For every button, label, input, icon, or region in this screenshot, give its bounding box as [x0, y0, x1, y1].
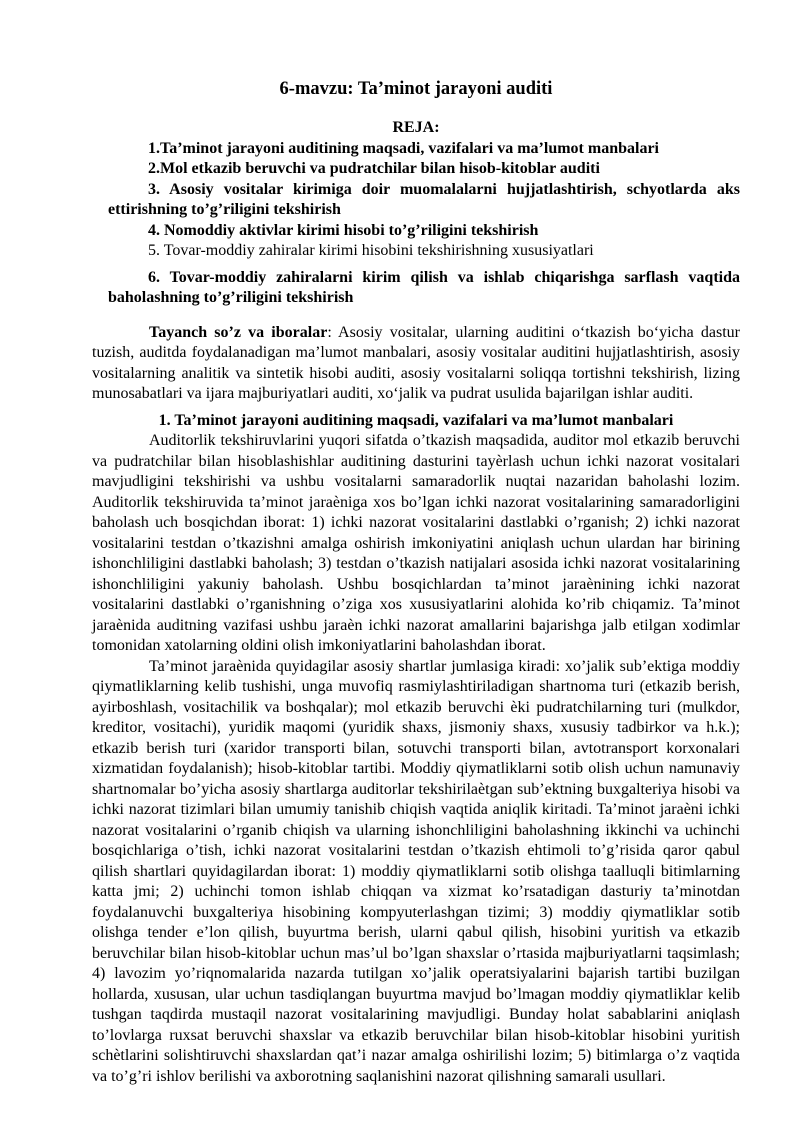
body-paragraph-1: Auditorlik tekshiruvlarini yuqori sifatda o’tkazish maqsadida, auditor mol etkazib beruvchi va pudratchilar bilan hisoblashishlar auditining dasturini tayèrlash uchun ichki nazorat vositalari mavjudligini tekshirishi va ushbu vositalarni samaradorlik nuqtai nazaridan baholashi lozim. Auditorlik tekshiruvida ta’minot jaraèniga xos bo’lgan ichki nazorat vositalarining samaradorligini baholash uch bosqichdan iborat: 1) ichki nazorat vositalarini dastlabki o’rganish; 2) ichki nazorat vositalarini testdan o’tkazishni amalga oshirish imkoniyatini aniqlash uchun ulardan har birining ishonchliligini dastlabki baholash; 3) testdan o’tkazish natijalari asosida ichki nazorat vositalarining ishonchliligini yakuniy baholash. Ushbu bosqichlardan ta’minot jaraènining ichki nazorat vositalarini dastlabki o’rganishning o’ziga xos xususiyatlarini alohida ko’rib chiqamiz. Ta’minot jaraènida auditning vazifasi ushbu jaraèn ichki nazorat amallarini bajarishga jalb etilgan xodimlar tomonidan xatolarning oldini olish imkoniyatlarini baholashdan iborat.	[92, 432, 740, 654]
plan-heading: REJA:	[392, 119, 440, 136]
keywords-paragraph	[92, 323, 740, 405]
page-title: 6-mavzu: Ta’minot jarayoni auditi	[279, 79, 553, 99]
section-heading: 1. Ta’minot jarayoni auditining maqsadi, vazifalari va ma’lumot manbalari	[158, 411, 674, 429]
plan-item-6: 6. Tovar-moddiy zahiralarni kirim qilish va ishlab chiqarishga sarflash vaqtida baholashning to’g’riligini tekshirish	[108, 268, 740, 306]
body-paragraph-2: Ta’minot jaraènida quyidagilar asosiy shartlar jumlasiga kiradi: xo’jalik sub’ektiga moddiy qiymatliklarning kelib tushishi, unga muvofiq rasmiylashtiriladigan shartnoma turi (etkazib berish, ayirboshlash, vositachilik va boshqalar); mol etkazib beruvchi èki pudratchilarning turi (mulkdor, kreditor, vositachi), yuridik maqomi (yuridik shaxs, jismoniy shaxs, xususiy tadbirkor va h.k.); etkazib berish turi (xaridor transporti bilan, sotuvchi transporti bilan, avtotransport korxonalari xizmatidan foydalanish); hisob-kitoblar tartibi. Moddiy qiymatliklarni sotib olish uchun namunaviy shartnomalar bo’yicha asosiy shartlarga auditorlar tekshirilaètgan sub’ektning buxgalteriya hisobi va ichki nazorat tizimlari bilan umumiy tanishib chiqish vaqtida aniqlik kiritadi. Ta’minot jaraèni ichki nazorat vositalarini o’rganib chiqish va ularning ishonchliligini baholashning ikkinchi va uchinchi bosqichlariga o’tish, ichki nazorat vositalarini testdan o’tkazish ehtimoli to’g’risida qaror qabul qilish shartlari quyidagilardan iborat: 1) moddiy qiymatliklarni sotib olishga taalluqli bitimlarning katta jmi; 2) uchinchi tomon ishlab chiqqan va xizmat ko’rsatadigan dasturiy ta’minotdan foydalanuvchi buxgalteriya hisobining kompyuterlashgan tizimi; 3) moddiy qiymatliklar sotib olishga tender e’lon qilish, buyurtma berish, ularni qabul qilish, hisobini yuritish va etkazib beruvchilar bilan hisob-kitoblar uchun mas’ul bo’lgan shaxslar o’rtasida majburiyatlarni taqsimlash; 4) lavozim yo’riqnomalarida nazarda tutilgan xo’jalik operatsiyalarini bajarish tartibi buzilgan hollarda, xususan, ular uchun tasdiqlangan buyurtma mavjud bo’lmagan moddiy qiymatliklar kelib tushgan taqdirda mustaqil nazorat vositalarining mavjudligi. Bunday holat sabablarini aniqlash to’lovlarga ruxsat beruvchi shaxslar va etkazib beruvchilar bilan hisob-kitoblar hisobini yuritish schètlarini solishtiruvchi shaxslardan qat’i nazar amalga oshirilishi lozim; 5) bitimlarga o’z vaqtida va to’g’ri ishlov berilishi va axborotning saqlanishini nazorat qilishning samarali usullari.	[92, 657, 740, 1085]
plan-item-2: 2.Mol etkazib beruvchi va pudratchilar bilan hisob-kitoblar auditi	[148, 160, 600, 177]
plan-item-5: 5. Tovar-moddiy zahiralar kirimi hisobini tekshirishning xususiyatlari	[148, 242, 594, 259]
keywords-text: : Asosiy vositalar, ularning auditini oʻtkazish boʻyicha dastur tuzish, auditda foydalanadigan ma’lumot manbalari, asosiy vositalar auditini hujjatlashtirish, asosiy vositalarning analitik va sintetik hisobi auditi, asosiy vositalarni soliqqa tortishni tekshirish, lizing munosabatlari va ijara majburiyatlari auditi, xoʻjalik va pudrat usulida bajarilgan ishlar auditi.	[92, 323, 741, 402]
plan-item-3: 3. Asosiy vositalar kirimiga doir muomalalarni hujjatlashtirish, schyotlarda aks ettirishning to’g’riligini tekshirish	[108, 180, 740, 218]
keywords-label: Tayanch so’z va iboralar	[149, 323, 328, 341]
plan-item-1: 1.Ta’minot jarayoni auditining maqsadi, vazifalari va ma’lumot manbalari	[148, 139, 659, 157]
plan-item-4: 4. Nomoddiy aktivlar kirimi hisobi to’g’riligini tekshirish	[148, 221, 539, 239]
